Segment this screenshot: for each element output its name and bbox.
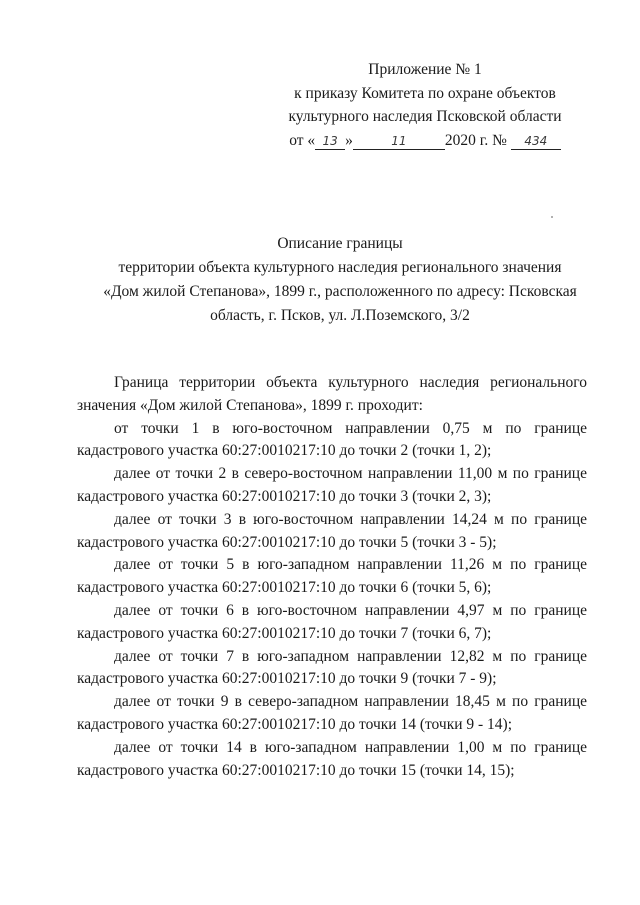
date-month-handwritten: 11 (391, 133, 407, 148)
paragraph-intro: Граница территории объекта культурного наследия регионального значения «Дом жилой Степанова», 1899 г. проходит: (77, 374, 587, 414)
date-prefix: от « (289, 131, 316, 149)
document-title (60, 232, 620, 328)
order-date-line (260, 129, 590, 153)
date-mid: » (345, 131, 353, 149)
paragraph-segment: от точки 1 в юго-восточном направлении 0,75 м по границе кадастрового участка 60:27:0010217:10 до точки 2 (точки 1, 2); (77, 419, 587, 460)
date-month-field (353, 133, 445, 150)
paragraph-segment: далее от точки 7 в юго-западном направлении 12,82 м по границе кадастрового участка 60:27:0010217:10 до точки 9 (точки 7 - 9); (77, 647, 587, 688)
title-line-4: область, г. Псков, ул. Л.Поземского, 3/2 (210, 307, 470, 324)
paragraph-segment: далее от точки 2 в северо-восточном направлении 11,00 м по границе кадастрового участка 60:27:0010217:10 до точки 3 (точки 2, 3); (77, 465, 587, 505)
paragraph-segment: далее от точки 3 в юго-восточном направлении 14,24 м по границе кадастрового участка 60:27:0010217:10 до точки 5 (точки 3 - 5); (77, 510, 587, 551)
appendix-header (260, 58, 590, 152)
paragraph-segment: далее от точки 14 в юго-западном направлении 1,00 м по границе кадастрового участка 60:27:0010217:10 до точки 15 (точки 14, 15); (77, 738, 587, 779)
appendix-number: Приложение № 1 (368, 61, 482, 78)
title-line-1: Описание границы (277, 235, 403, 252)
scan-speck (551, 216, 553, 218)
order-number-handwritten: 434 (524, 133, 548, 148)
order-reference: к приказу Комитета по охране объектов (294, 84, 556, 102)
document-body (77, 372, 587, 782)
date-year: 2020 г. № (444, 131, 507, 149)
title-line-3: «Дом жилой Степанова», 1899 г., расположенного по адресу: Псковская (103, 283, 577, 300)
title-line-2: территории объекта культурного наследия регионального значения (118, 259, 562, 276)
paragraph-segment: далее от точки 6 в юго-восточном направлении 4,97 м по границе кадастрового участка 60:27:0010217:10 до точки 7 (точки 6, 7); (77, 601, 587, 642)
date-day-handwritten: 13 (322, 133, 338, 148)
order-number-field (511, 133, 561, 150)
paragraph-segment: далее от точки 5 в юго-западном направлении 11,26 м по границе кадастрового участка 60:27:0010217:10 до точки 6 (точки 5, 6); (77, 556, 587, 597)
paragraph-segment: далее от точки 9 в северо-западном направлении 18,45 м по границе кадастрового участка 60:27:0010217:10 до точки 14 (точки 9 - 14); (77, 693, 587, 733)
date-day-field (315, 133, 345, 150)
committee-name: культурного наследия Псковской области (288, 108, 562, 125)
